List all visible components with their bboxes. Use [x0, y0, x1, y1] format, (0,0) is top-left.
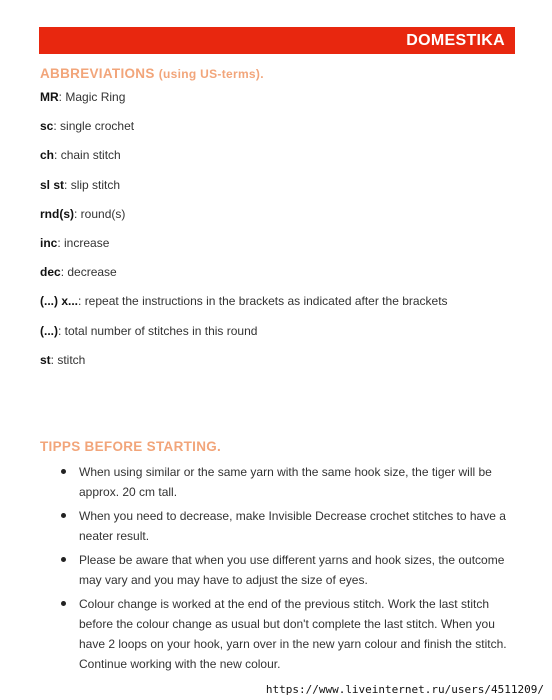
bullet-icon	[61, 557, 66, 562]
abbreviation-term: sl st	[40, 177, 65, 192]
tip-text: When you need to decrease, make Invisible Decrease crochet stitches to have a neater result.	[79, 509, 506, 543]
abbreviation-item: rnd(s): round(s)	[40, 206, 126, 221]
tip-text: When using similar or the same yarn with the same hook size, the tiger will be approx. 20 cm tall.	[79, 465, 492, 499]
brand-logo: DOMESTIKA	[406, 32, 505, 49]
abbreviation-term: (...)	[40, 323, 58, 338]
bullet-icon	[61, 513, 66, 518]
abbreviation-definition: decrease	[67, 265, 117, 280]
abbreviation-definition: single crochet	[60, 119, 135, 134]
abbreviation-definition: round(s)	[80, 206, 126, 221]
tip-item	[40, 594, 520, 682]
abbreviation-definition: increase	[64, 235, 110, 250]
abbreviation-term: MR	[40, 90, 59, 104]
abbreviation-item: sc: single crochet	[40, 119, 135, 134]
abbreviation-definition: total number of stitches in this round	[64, 323, 258, 338]
header-banner	[39, 27, 515, 54]
abbreviation-definition: Magic Ring	[65, 90, 126, 104]
abbreviation-item: ch: chain stitch	[40, 148, 121, 163]
abbreviations-list	[40, 90, 520, 382]
tip-text: Please be aware that when you use different yarns and hook sizes, the outcome may vary and you may have to adjust the size of eyes.	[79, 553, 505, 587]
tip-text: Colour change is worked at the end of the previous stitch. Work the last stitch before the colour change as usual but don't complete the last stitch. When you have 2 loops on your hook, yarn over in the new yarn colour and finish the stitch. Continue working with the new colour.	[79, 597, 507, 671]
abbreviation-item: st: stitch	[40, 352, 86, 367]
abbreviation-item: inc: increase	[40, 235, 110, 250]
abbreviation-term: st	[40, 352, 51, 367]
abbreviations-heading	[40, 66, 264, 81]
abbreviation-definition: stitch	[57, 352, 86, 367]
tips-heading: TIPPS BEFORE STARTING.	[40, 439, 222, 454]
abbreviation-term: (...) x...	[40, 294, 79, 309]
abbreviation-term: ch	[40, 148, 55, 163]
abbreviation-item: (...) x...: repeat the instructions in the brackets as indicated after the brackets	[40, 294, 448, 309]
abbreviation-term: sc	[40, 119, 54, 134]
abbreviations-title: ABBREVIATIONS	[40, 66, 155, 81]
abbreviation-item: dec: decrease	[40, 265, 117, 280]
watermark-url: https://www.liveinternet.ru/users/4511209/	[265, 683, 544, 696]
abbreviation-item: (...): total number of stitches in this round	[40, 323, 258, 338]
abbreviation-definition: repeat the instructions in the brackets as indicated after the brackets	[84, 294, 448, 309]
abbreviation-term: dec	[40, 265, 61, 280]
abbreviations-subtitle: (using US-terms).	[158, 67, 264, 81]
bullet-icon	[61, 469, 66, 474]
abbreviation-definition: slip stitch	[70, 177, 121, 192]
abbreviation-term: inc	[40, 235, 58, 250]
tip-item	[40, 506, 520, 550]
tip-item	[40, 462, 520, 506]
abbreviation-item: MR: Magic Ring	[40, 90, 126, 104]
tips-list	[40, 462, 520, 682]
abbreviation-definition: chain stitch	[60, 148, 121, 163]
tip-item	[40, 550, 520, 594]
abbreviation-item: sl st: slip stitch	[40, 177, 121, 192]
bullet-icon	[61, 601, 66, 606]
abbreviation-term: rnd(s)	[40, 206, 74, 221]
